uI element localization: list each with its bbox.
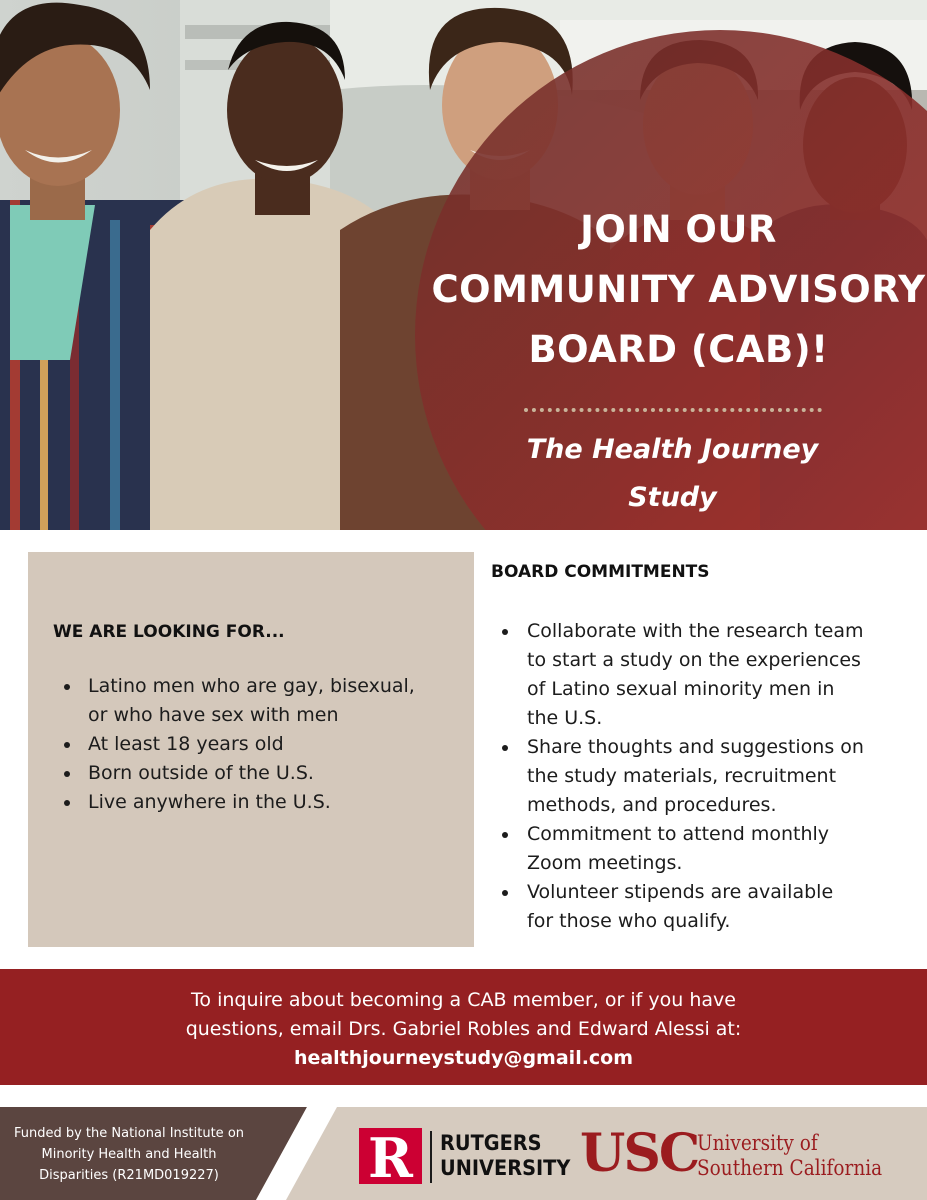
usc-wordmark — [697, 1131, 882, 1181]
list-item-line: Live anywhere in the U.S. — [88, 791, 331, 813]
list-item — [491, 733, 911, 820]
usc-wordmark-line: University of — [697, 1131, 818, 1155]
list-item-line: Volunteer stipends are available — [527, 881, 834, 903]
bullet-icon — [64, 742, 70, 748]
hero-subtitle-line: The Health Journey — [526, 434, 819, 465]
rutgers-logo-letter: R — [368, 1128, 413, 1184]
looking-for-panel — [28, 552, 474, 947]
contact-text-line: questions, email Drs. Gabriel Robles and Edward Alessi at: — [185, 1018, 742, 1040]
looking-for-heading: WE ARE LOOKING FOR... — [53, 622, 285, 642]
contact-email-link[interactable]: healthjourneystudy@gmail.com — [293, 1047, 634, 1069]
bullet-icon — [502, 890, 508, 896]
list-item-line: the study materials, recruitment — [527, 765, 837, 787]
list-item-line: or who have sex with men — [88, 704, 339, 726]
commitments-list — [491, 617, 911, 936]
rutgers-logo-icon — [359, 1128, 422, 1184]
logo-divider — [430, 1131, 432, 1183]
funding-statement — [0, 1123, 258, 1186]
footer — [0, 1107, 927, 1200]
rutgers-wordmark-line: UNIVERSITY — [440, 1156, 571, 1180]
hero-subtitle — [424, 426, 921, 522]
usc-wordmark-line: Southern California — [697, 1156, 883, 1180]
hero-title — [430, 200, 927, 380]
bullet-icon — [502, 745, 508, 751]
list-item — [53, 788, 448, 817]
funding-line: Minority Health and Health — [41, 1147, 217, 1162]
rutgers-wordmark — [440, 1131, 570, 1181]
looking-for-list — [53, 672, 448, 817]
list-item-line: Share thoughts and suggestions on — [527, 736, 864, 758]
hero-banner — [0, 0, 927, 530]
list-item — [53, 672, 448, 730]
list-item-line: to start a study on the experiences — [527, 649, 861, 671]
bullet-icon — [502, 629, 508, 635]
contact-text-line: To inquire about becoming a CAB member, or if you have — [191, 989, 736, 1011]
list-item-line: methods, and procedures. — [527, 794, 777, 816]
hero-text-block — [430, 200, 927, 522]
commitments-heading: BOARD COMMITMENTS — [491, 562, 710, 582]
list-item — [491, 878, 911, 936]
bullet-icon — [64, 800, 70, 806]
list-item — [53, 759, 448, 788]
rutgers-wordmark-line: RUTGERS — [440, 1131, 542, 1155]
contact-banner — [0, 969, 927, 1085]
hero-subtitle-line: Study — [628, 482, 717, 513]
bullet-icon — [64, 771, 70, 777]
list-item-line: Born outside of the U.S. — [88, 762, 314, 784]
list-item-line: Zoom meetings. — [527, 852, 683, 874]
list-item-line: At least 18 years old — [88, 733, 284, 755]
hero-title-line: JOIN OUR — [580, 208, 777, 251]
bullet-icon — [502, 832, 508, 838]
bullet-icon — [64, 684, 70, 690]
list-item-line: the U.S. — [527, 707, 603, 729]
list-item — [491, 617, 911, 733]
list-item-line: Collaborate with the research team — [527, 620, 864, 642]
list-item-line: Commitment to attend monthly — [527, 823, 830, 845]
list-item-line: for those who qualify. — [527, 910, 731, 932]
dotted-divider — [524, 408, 822, 412]
funding-line: Disparities (R21MD019227) — [39, 1168, 219, 1183]
usc-logo-mark: USC — [580, 1123, 699, 1184]
list-item — [491, 820, 911, 878]
hero-title-line: COMMUNITY ADVISORY — [431, 268, 926, 311]
commitments-panel — [491, 562, 911, 936]
list-item — [53, 730, 448, 759]
funding-line: Funded by the National Institute on — [13, 1126, 245, 1141]
list-item-line: Latino men who are gay, bisexual, — [88, 675, 415, 697]
hero-title-line: BOARD (CAB)! — [528, 328, 829, 371]
list-item-line: of Latino sexual minority men in — [527, 678, 835, 700]
